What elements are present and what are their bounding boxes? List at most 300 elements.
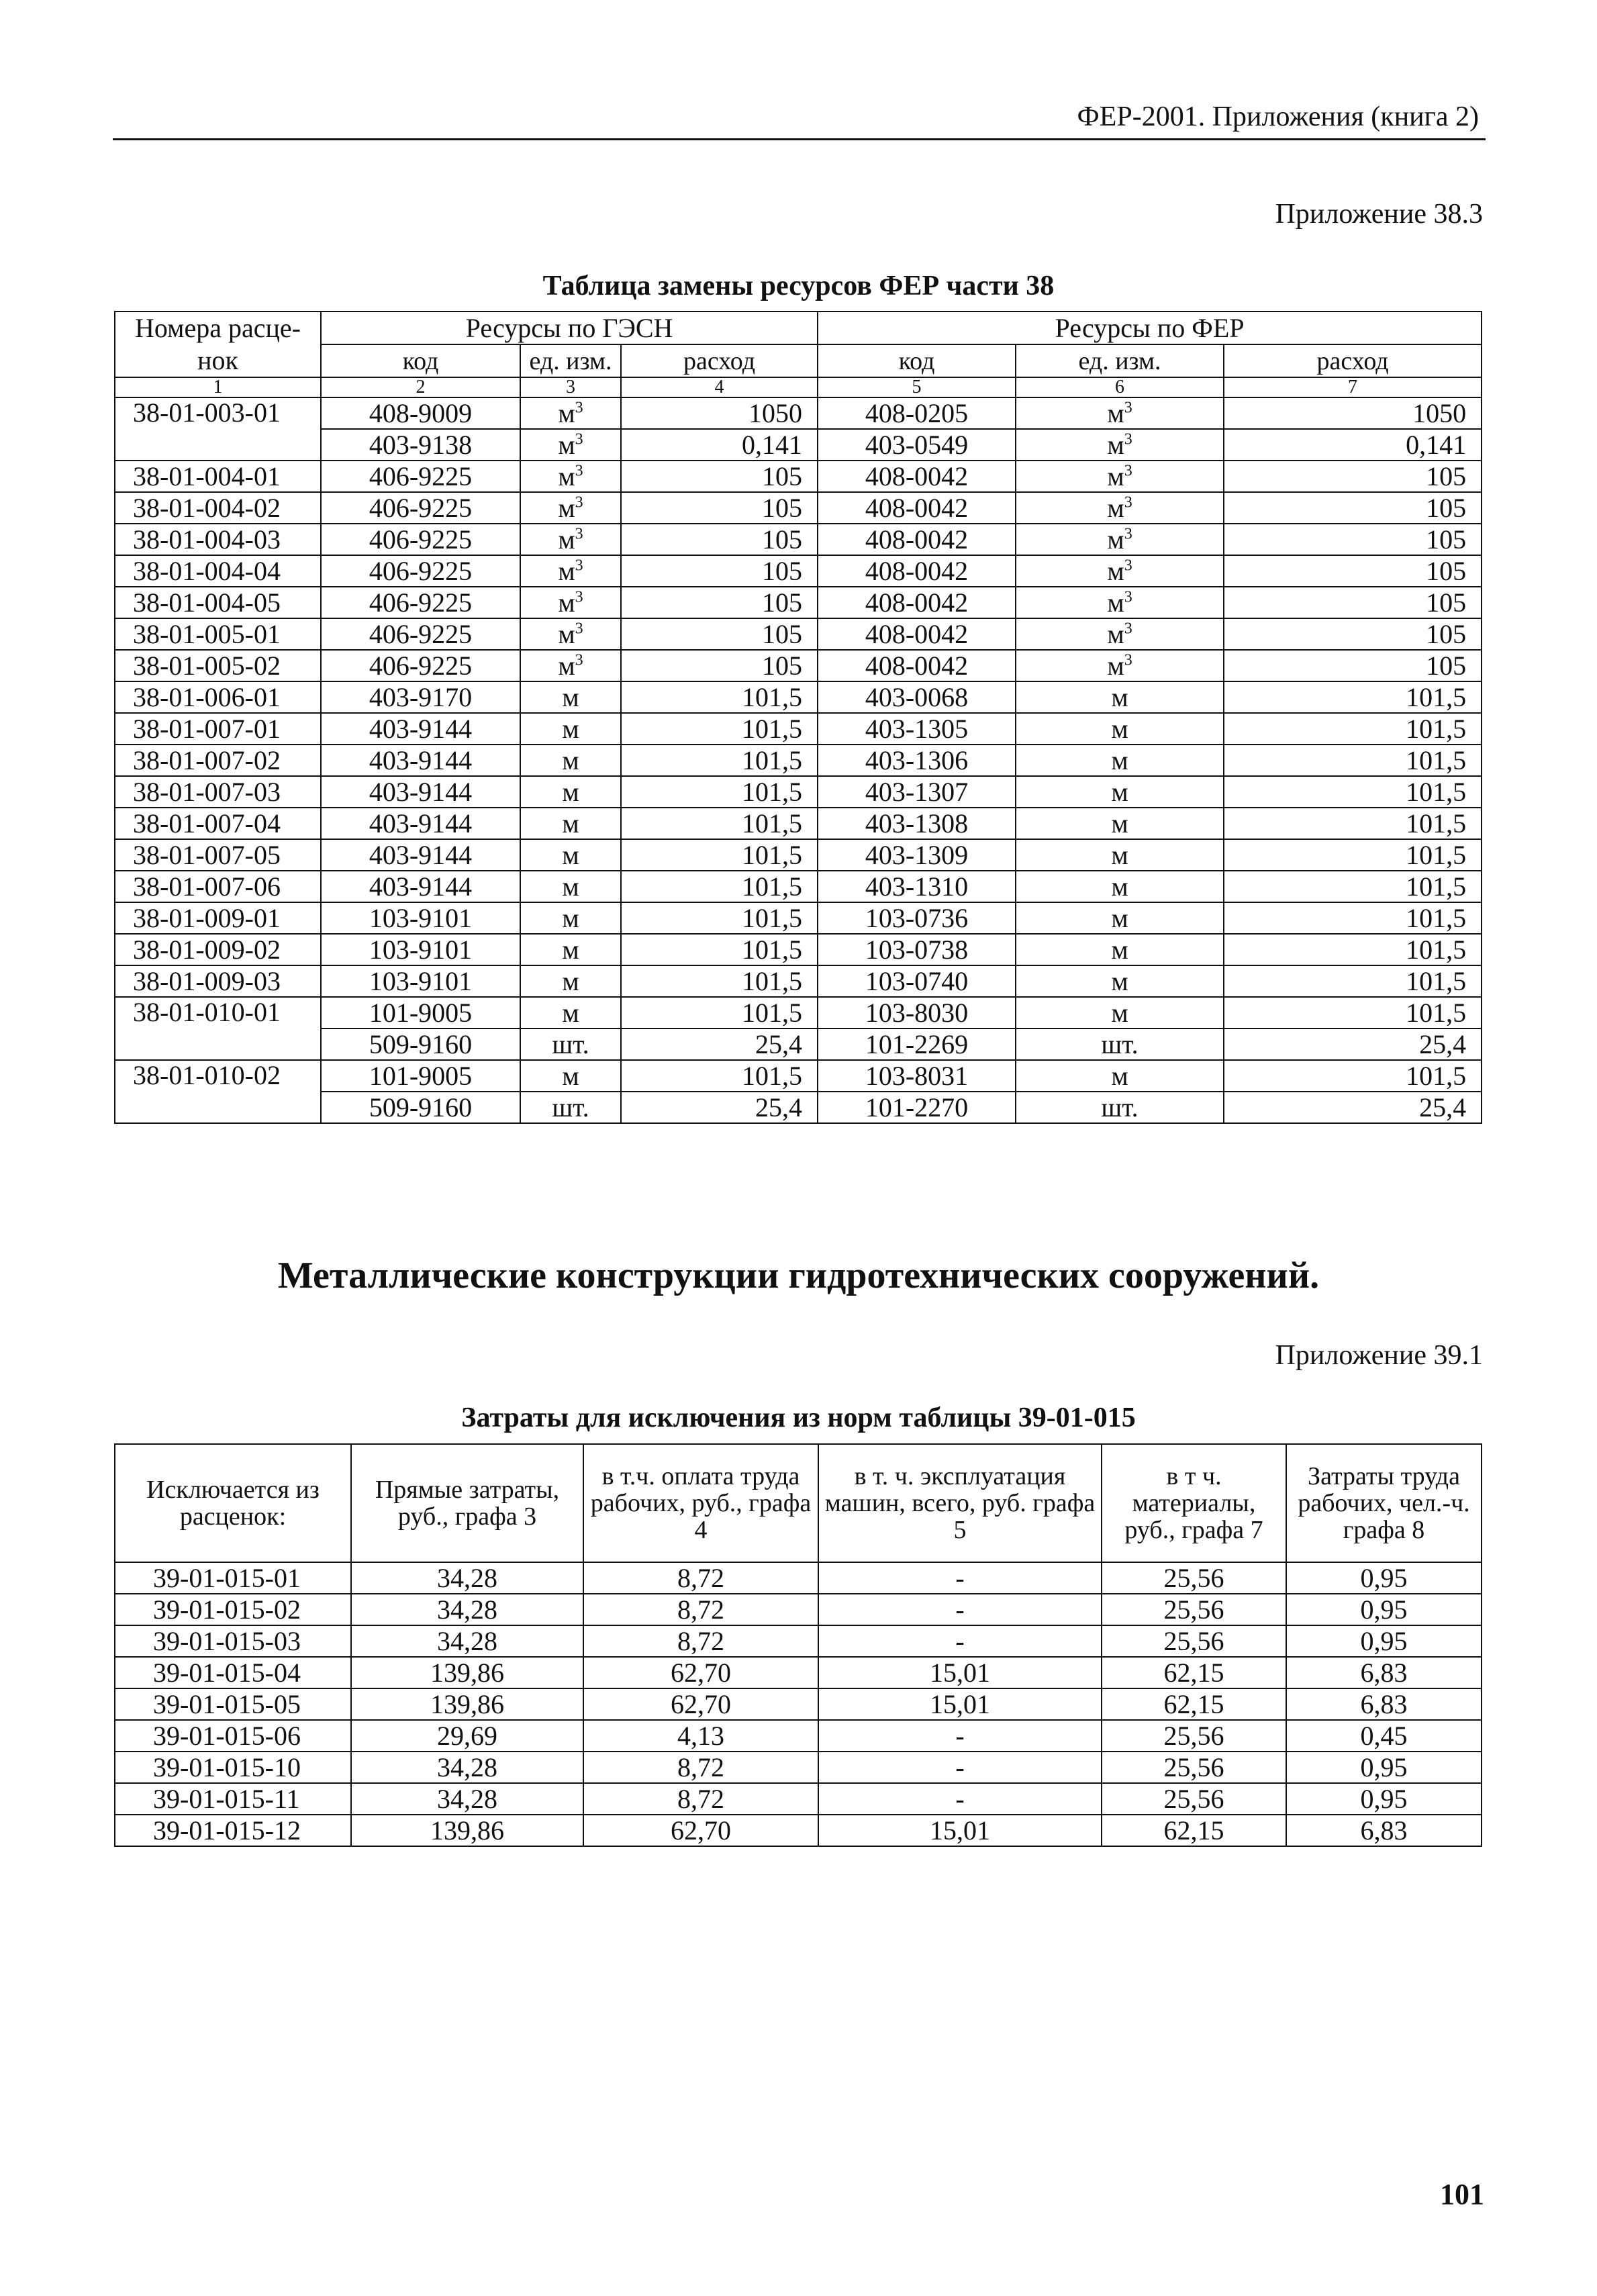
direct-costs: 34,28 <box>351 1625 583 1657</box>
rate-number <box>115 650 321 681</box>
labor-hours: 0,95 <box>1286 1752 1482 1783</box>
gesn-unit <box>520 713 621 745</box>
fer-unit <box>1016 839 1224 871</box>
cell-text: м <box>558 429 575 460</box>
cell-text: 408-0042 <box>865 618 969 649</box>
fer-unit <box>1016 681 1224 713</box>
cell-text: м <box>562 745 579 775</box>
gesn-consumption <box>621 1092 818 1123</box>
cell-text: м <box>1111 839 1128 870</box>
fer-unit <box>1016 745 1224 776</box>
cell-text: 403-1309 <box>865 839 969 870</box>
header-rule <box>113 138 1486 140</box>
rate-code: 39-01-015-06 <box>115 1720 351 1752</box>
cell-text: м <box>562 713 579 744</box>
rate-code: 39-01-015-04 <box>115 1657 351 1688</box>
gesn-unit <box>520 871 621 902</box>
gesn-consumption <box>621 524 818 555</box>
fer-code <box>818 650 1016 681</box>
cubic-superscript: 3 <box>575 651 583 669</box>
cubic-superscript: 3 <box>1124 462 1132 480</box>
gesn-code <box>321 965 520 997</box>
table-row <box>115 713 1482 745</box>
cell-text: 406-9225 <box>369 461 473 491</box>
cubic-superscript: 3 <box>1124 493 1132 512</box>
labor-pay: 8,72 <box>583 1625 818 1657</box>
cell-text: м <box>1107 618 1124 649</box>
rate-code: 39-01-015-10 <box>115 1752 351 1783</box>
cell-text: 103-9101 <box>369 965 473 996</box>
cell-text: 103-8030 <box>865 997 969 1028</box>
cell-text: 509-9160 <box>369 1092 473 1122</box>
gesn-code <box>321 618 520 650</box>
cell-text: м <box>562 839 579 870</box>
cell-text: 38-01-007-03 <box>133 776 281 807</box>
cell-text: м <box>1111 997 1128 1028</box>
fer-unit <box>1016 555 1224 587</box>
gesn-consumption <box>621 492 818 524</box>
gesn-consumption <box>621 555 818 587</box>
cell-text: 103-9101 <box>369 902 473 933</box>
cell-text: 408-0042 <box>865 650 969 681</box>
gesn-consumption <box>621 934 818 965</box>
subheader-fer-code: код <box>818 344 1016 377</box>
column-index: 6 <box>1016 377 1224 397</box>
cell-text: 101,5 <box>742 965 803 996</box>
cell-text: м <box>1111 902 1128 933</box>
table-row <box>115 555 1482 587</box>
gesn-unit <box>520 839 621 871</box>
direct-costs: 29,69 <box>351 1720 583 1752</box>
fer-code <box>818 902 1016 934</box>
cell-text: 105 <box>762 555 803 586</box>
direct-costs: 139,86 <box>351 1688 583 1720</box>
gesn-unit <box>520 934 621 965</box>
table-row <box>115 902 1482 934</box>
rate-code: 39-01-015-11 <box>115 1783 351 1815</box>
cell-text: 101,5 <box>1406 902 1467 933</box>
fer-code <box>818 397 1016 429</box>
rate-number <box>115 808 321 839</box>
machine-operation: - <box>818 1562 1102 1594</box>
cell-text: м <box>558 650 575 681</box>
cell-text: 105 <box>762 650 803 681</box>
subheader-fer-unit: ед. изм. <box>1016 344 1224 377</box>
cell-text: 105 <box>762 618 803 649</box>
rate-number <box>115 1060 321 1123</box>
cell-text: м <box>1107 397 1124 428</box>
cell-text: 38-01-004-05 <box>133 587 281 618</box>
cell-text: м <box>558 524 575 555</box>
fer-code <box>818 871 1016 902</box>
cell-text: м <box>558 587 575 618</box>
fer-code <box>818 776 1016 808</box>
gesn-consumption <box>621 808 818 839</box>
gesn-consumption <box>621 713 818 745</box>
fer-unit <box>1016 492 1224 524</box>
cell-text: 0,141 <box>1406 429 1467 460</box>
cell-text: м <box>562 681 579 712</box>
gesn-unit <box>520 429 621 461</box>
cell-text: м <box>1111 776 1128 807</box>
cell-text: 38-01-004-04 <box>133 555 281 586</box>
subheader-gesn-consumption: расход <box>621 344 818 377</box>
table-row <box>115 1815 1482 1846</box>
cell-text: 105 <box>1426 524 1467 555</box>
header-gesn-resources: Ресурсы по ГЭСН <box>321 312 818 344</box>
cell-text: 38-01-007-04 <box>133 808 281 839</box>
cell-text: шт. <box>1101 1029 1139 1059</box>
cell-text: 101,5 <box>1406 1060 1467 1091</box>
cell-text: 105 <box>1426 461 1467 491</box>
table-row <box>115 618 1482 650</box>
gesn-unit <box>520 902 621 934</box>
cell-text: 38-01-004-02 <box>133 492 281 523</box>
table-row <box>115 1562 1482 1594</box>
cell-text: 38-01-010-01 <box>133 997 281 1027</box>
materials: 25,56 <box>1102 1594 1286 1625</box>
rate-number <box>115 965 321 997</box>
fer-consumption <box>1224 587 1482 618</box>
table-row <box>115 1688 1482 1720</box>
labor-hours: 6,83 <box>1286 1815 1482 1846</box>
cell-text: м <box>558 618 575 649</box>
gesn-consumption <box>621 902 818 934</box>
appendix-label-38-3: Приложение 38.3 <box>1275 199 1483 230</box>
table-row <box>115 934 1482 965</box>
labor-hours: 0,95 <box>1286 1783 1482 1815</box>
table-row <box>115 1625 1482 1657</box>
fer-code <box>818 1092 1016 1123</box>
cubic-superscript: 3 <box>575 399 583 417</box>
fer-consumption <box>1224 965 1482 997</box>
materials: 25,56 <box>1102 1625 1286 1657</box>
fer-consumption <box>1224 492 1482 524</box>
table-row <box>115 1060 1482 1092</box>
header-rates-number: Номера расце-нок <box>115 312 321 377</box>
cell-text: м <box>1111 745 1128 775</box>
cell-text: 101-2269 <box>865 1029 969 1059</box>
cell-text: 406-9225 <box>369 492 473 523</box>
cell-text: м <box>1107 650 1124 681</box>
gesn-unit <box>520 461 621 492</box>
cubic-superscript: 3 <box>575 525 583 543</box>
fer-code <box>818 587 1016 618</box>
cell-text: 25,4 <box>755 1029 803 1059</box>
cell-text: м <box>562 808 579 839</box>
fer-consumption <box>1224 1029 1482 1060</box>
cell-text: 406-9225 <box>369 555 473 586</box>
cell-text: м <box>562 902 579 933</box>
labor-hours: 6,83 <box>1286 1657 1482 1688</box>
gesn-unit <box>520 965 621 997</box>
cell-text: 38-01-007-06 <box>133 871 281 902</box>
header-direct-costs: Прямые затраты, руб., графа 3 <box>351 1444 583 1562</box>
cell-text: 403-1308 <box>865 808 969 839</box>
cell-text: 38-01-004-01 <box>133 461 281 491</box>
gesn-unit <box>520 1092 621 1123</box>
rate-number <box>115 934 321 965</box>
gesn-consumption <box>621 871 818 902</box>
gesn-consumption <box>621 429 818 461</box>
header-labor-pay: в т.ч. оплата труда рабочих, руб., графа 4 <box>583 1444 818 1562</box>
gesn-code <box>321 934 520 965</box>
column-index: 4 <box>621 377 818 397</box>
fer-unit <box>1016 808 1224 839</box>
cell-text: 408-0042 <box>865 555 969 586</box>
fer-unit <box>1016 461 1224 492</box>
fer-code <box>818 745 1016 776</box>
machine-operation: - <box>818 1625 1102 1657</box>
column-index: 2 <box>321 377 520 397</box>
cell-text: 101-2270 <box>865 1092 969 1122</box>
fer-consumption <box>1224 618 1482 650</box>
column-index: 3 <box>520 377 621 397</box>
cell-text: 38-01-007-05 <box>133 839 281 870</box>
rate-number <box>115 555 321 587</box>
cell-text: м <box>1111 808 1128 839</box>
cubic-superscript: 3 <box>1124 399 1132 417</box>
fer-consumption <box>1224 808 1482 839</box>
gesn-consumption <box>621 397 818 429</box>
cell-text: 38-01-007-02 <box>133 745 281 775</box>
column-index: 7 <box>1224 377 1482 397</box>
table-row <box>115 1657 1482 1688</box>
cell-text: 408-0042 <box>865 492 969 523</box>
machine-operation: 15,01 <box>818 1688 1102 1720</box>
gesn-unit <box>520 492 621 524</box>
cell-text: 38-01-010-02 <box>133 1060 281 1090</box>
fer-unit <box>1016 429 1224 461</box>
cell-text: 408-0205 <box>865 397 969 428</box>
fer-code <box>818 1029 1016 1060</box>
gesn-unit <box>520 555 621 587</box>
rate-number <box>115 902 321 934</box>
materials: 25,56 <box>1102 1752 1286 1783</box>
table-row <box>115 965 1482 997</box>
machine-operation: - <box>818 1594 1102 1625</box>
gesn-code <box>321 997 520 1029</box>
direct-costs: 139,86 <box>351 1657 583 1688</box>
fer-consumption <box>1224 524 1482 555</box>
cell-text: 101,5 <box>742 745 803 775</box>
cell-text: м <box>562 965 579 996</box>
cell-text: 406-9225 <box>369 618 473 649</box>
cell-text: 403-1310 <box>865 871 969 902</box>
header-labor-hours: Затраты труда рабочих, чел.-ч. графа 8 <box>1286 1444 1482 1562</box>
rate-code: 39-01-015-02 <box>115 1594 351 1625</box>
labor-hours: 6,83 <box>1286 1688 1482 1720</box>
cell-text: 38-01-009-03 <box>133 965 281 996</box>
rate-number <box>115 587 321 618</box>
cell-text: 38-01-007-01 <box>133 713 281 744</box>
cell-text: 103-9101 <box>369 934 473 965</box>
rate-number <box>115 461 321 492</box>
rate-number <box>115 397 321 461</box>
table-row <box>115 808 1482 839</box>
fer-consumption <box>1224 650 1482 681</box>
fer-code <box>818 1060 1016 1092</box>
cell-text: 105 <box>1426 555 1467 586</box>
fer-code <box>818 555 1016 587</box>
table-row <box>115 1720 1482 1752</box>
cell-text: 1050 <box>1412 397 1467 428</box>
direct-costs: 34,28 <box>351 1783 583 1815</box>
table-row <box>115 1752 1482 1783</box>
cell-text: 38-01-004-03 <box>133 524 281 555</box>
gesn-unit <box>520 1029 621 1060</box>
cell-text: 101,5 <box>742 839 803 870</box>
cell-text: м <box>558 555 575 586</box>
cell-text: м <box>1111 871 1128 902</box>
gesn-consumption <box>621 618 818 650</box>
gesn-code <box>321 397 520 429</box>
gesn-consumption <box>621 650 818 681</box>
cell-text: шт. <box>1101 1092 1139 1122</box>
cell-text: 403-1305 <box>865 713 969 744</box>
labor-pay: 8,72 <box>583 1594 818 1625</box>
rate-number <box>115 839 321 871</box>
table-row <box>115 776 1482 808</box>
rate-code: 39-01-015-05 <box>115 1688 351 1720</box>
machine-operation: 15,01 <box>818 1657 1102 1688</box>
cell-text: 101,5 <box>742 997 803 1028</box>
gesn-unit <box>520 776 621 808</box>
cell-text: 103-0736 <box>865 902 969 933</box>
header-materials: в т ч. материалы, руб., графа 7 <box>1102 1444 1286 1562</box>
cell-text: 101,5 <box>742 808 803 839</box>
column-index: 5 <box>818 377 1016 397</box>
cell-text: м <box>1107 461 1124 491</box>
gesn-code <box>321 650 520 681</box>
cell-text: м <box>558 397 575 428</box>
rate-number <box>115 776 321 808</box>
fer-unit <box>1016 934 1224 965</box>
gesn-code <box>321 1060 520 1092</box>
header-excluded-from: Исключается из расценок: <box>115 1444 351 1562</box>
gesn-code <box>321 681 520 713</box>
materials: 25,56 <box>1102 1562 1286 1594</box>
fer-unit <box>1016 1092 1224 1123</box>
table-row <box>115 461 1482 492</box>
cell-text: 101,5 <box>742 713 803 744</box>
rate-code: 39-01-015-12 <box>115 1815 351 1846</box>
cell-text: 101,5 <box>1406 681 1467 712</box>
cell-text: 403-9144 <box>369 871 473 902</box>
labor-pay: 62,70 <box>583 1688 818 1720</box>
cell-text: 403-9170 <box>369 681 473 712</box>
gesn-code <box>321 745 520 776</box>
cell-text: 105 <box>762 524 803 555</box>
cubic-superscript: 3 <box>1124 651 1132 669</box>
running-header: ФЕР-2001. Приложения (книга 2) <box>1077 101 1479 132</box>
gesn-unit <box>520 997 621 1029</box>
fer-code <box>818 965 1016 997</box>
gesn-unit <box>520 1060 621 1092</box>
cell-text: 403-1306 <box>865 745 969 775</box>
gesn-unit <box>520 618 621 650</box>
direct-costs: 34,28 <box>351 1562 583 1594</box>
cell-text: 408-0042 <box>865 587 969 618</box>
page-number: 101 <box>1440 2178 1484 2211</box>
rate-number <box>115 713 321 745</box>
cell-text: шт. <box>552 1029 589 1059</box>
cubic-superscript: 3 <box>575 462 583 480</box>
gesn-unit <box>520 808 621 839</box>
cell-text: 105 <box>762 587 803 618</box>
cell-text: 403-9144 <box>369 745 473 775</box>
rate-number <box>115 997 321 1060</box>
cell-text: 101,5 <box>742 681 803 712</box>
cell-text: 38-01-005-01 <box>133 618 281 649</box>
fer-consumption <box>1224 997 1482 1029</box>
labor-pay: 4,13 <box>583 1720 818 1752</box>
fer-unit <box>1016 965 1224 997</box>
cell-text: 38-01-006-01 <box>133 681 281 712</box>
table-row <box>115 997 1482 1029</box>
gesn-consumption <box>621 997 818 1029</box>
cell-text: м <box>562 934 579 965</box>
fer-code <box>818 808 1016 839</box>
fer-code <box>818 524 1016 555</box>
fer-consumption <box>1224 934 1482 965</box>
table1-title: Таблица замены ресурсов ФЕР части 38 <box>542 271 1055 301</box>
cell-text: 403-1307 <box>865 776 969 807</box>
cell-text: 101-9005 <box>369 997 473 1028</box>
labor-pay: 62,70 <box>583 1657 818 1688</box>
cell-text: 0,141 <box>742 429 803 460</box>
fer-unit <box>1016 713 1224 745</box>
cell-text: 403-0549 <box>865 429 969 460</box>
fer-unit <box>1016 871 1224 902</box>
rate-number <box>115 524 321 555</box>
labor-hours: 0,95 <box>1286 1625 1482 1657</box>
cell-text: 509-9160 <box>369 1029 473 1059</box>
labor-pay: 8,72 <box>583 1752 818 1783</box>
cell-text: 403-9144 <box>369 808 473 839</box>
rate-code: 39-01-015-03 <box>115 1625 351 1657</box>
direct-costs: 34,28 <box>351 1752 583 1783</box>
cell-text: 101,5 <box>1406 965 1467 996</box>
gesn-consumption <box>621 587 818 618</box>
resource-replacement-table <box>114 311 1482 1124</box>
cell-text: м <box>1111 681 1128 712</box>
cell-text: 105 <box>762 492 803 523</box>
labor-pay: 8,72 <box>583 1783 818 1815</box>
gesn-unit <box>520 397 621 429</box>
subheader-gesn-unit: ед. изм. <box>520 344 621 377</box>
cell-text: 101,5 <box>742 776 803 807</box>
materials: 62,15 <box>1102 1815 1286 1846</box>
fer-consumption <box>1224 555 1482 587</box>
gesn-consumption <box>621 839 818 871</box>
machine-operation: 15,01 <box>818 1815 1102 1846</box>
cell-text: 25,4 <box>1419 1092 1467 1122</box>
cell-text: 105 <box>1426 492 1467 523</box>
table-row <box>115 492 1482 524</box>
gesn-unit <box>520 587 621 618</box>
cell-text: м <box>1107 555 1124 586</box>
gesn-consumption <box>621 681 818 713</box>
gesn-code <box>321 492 520 524</box>
table2-title: Затраты для исключения из норм таблицы 39-01-015 <box>461 1402 1136 1433</box>
cell-text: 101,5 <box>1406 997 1467 1028</box>
fer-code <box>818 997 1016 1029</box>
machine-operation: - <box>818 1720 1102 1752</box>
fer-unit <box>1016 618 1224 650</box>
gesn-unit <box>520 524 621 555</box>
cubic-superscript: 3 <box>575 557 583 575</box>
